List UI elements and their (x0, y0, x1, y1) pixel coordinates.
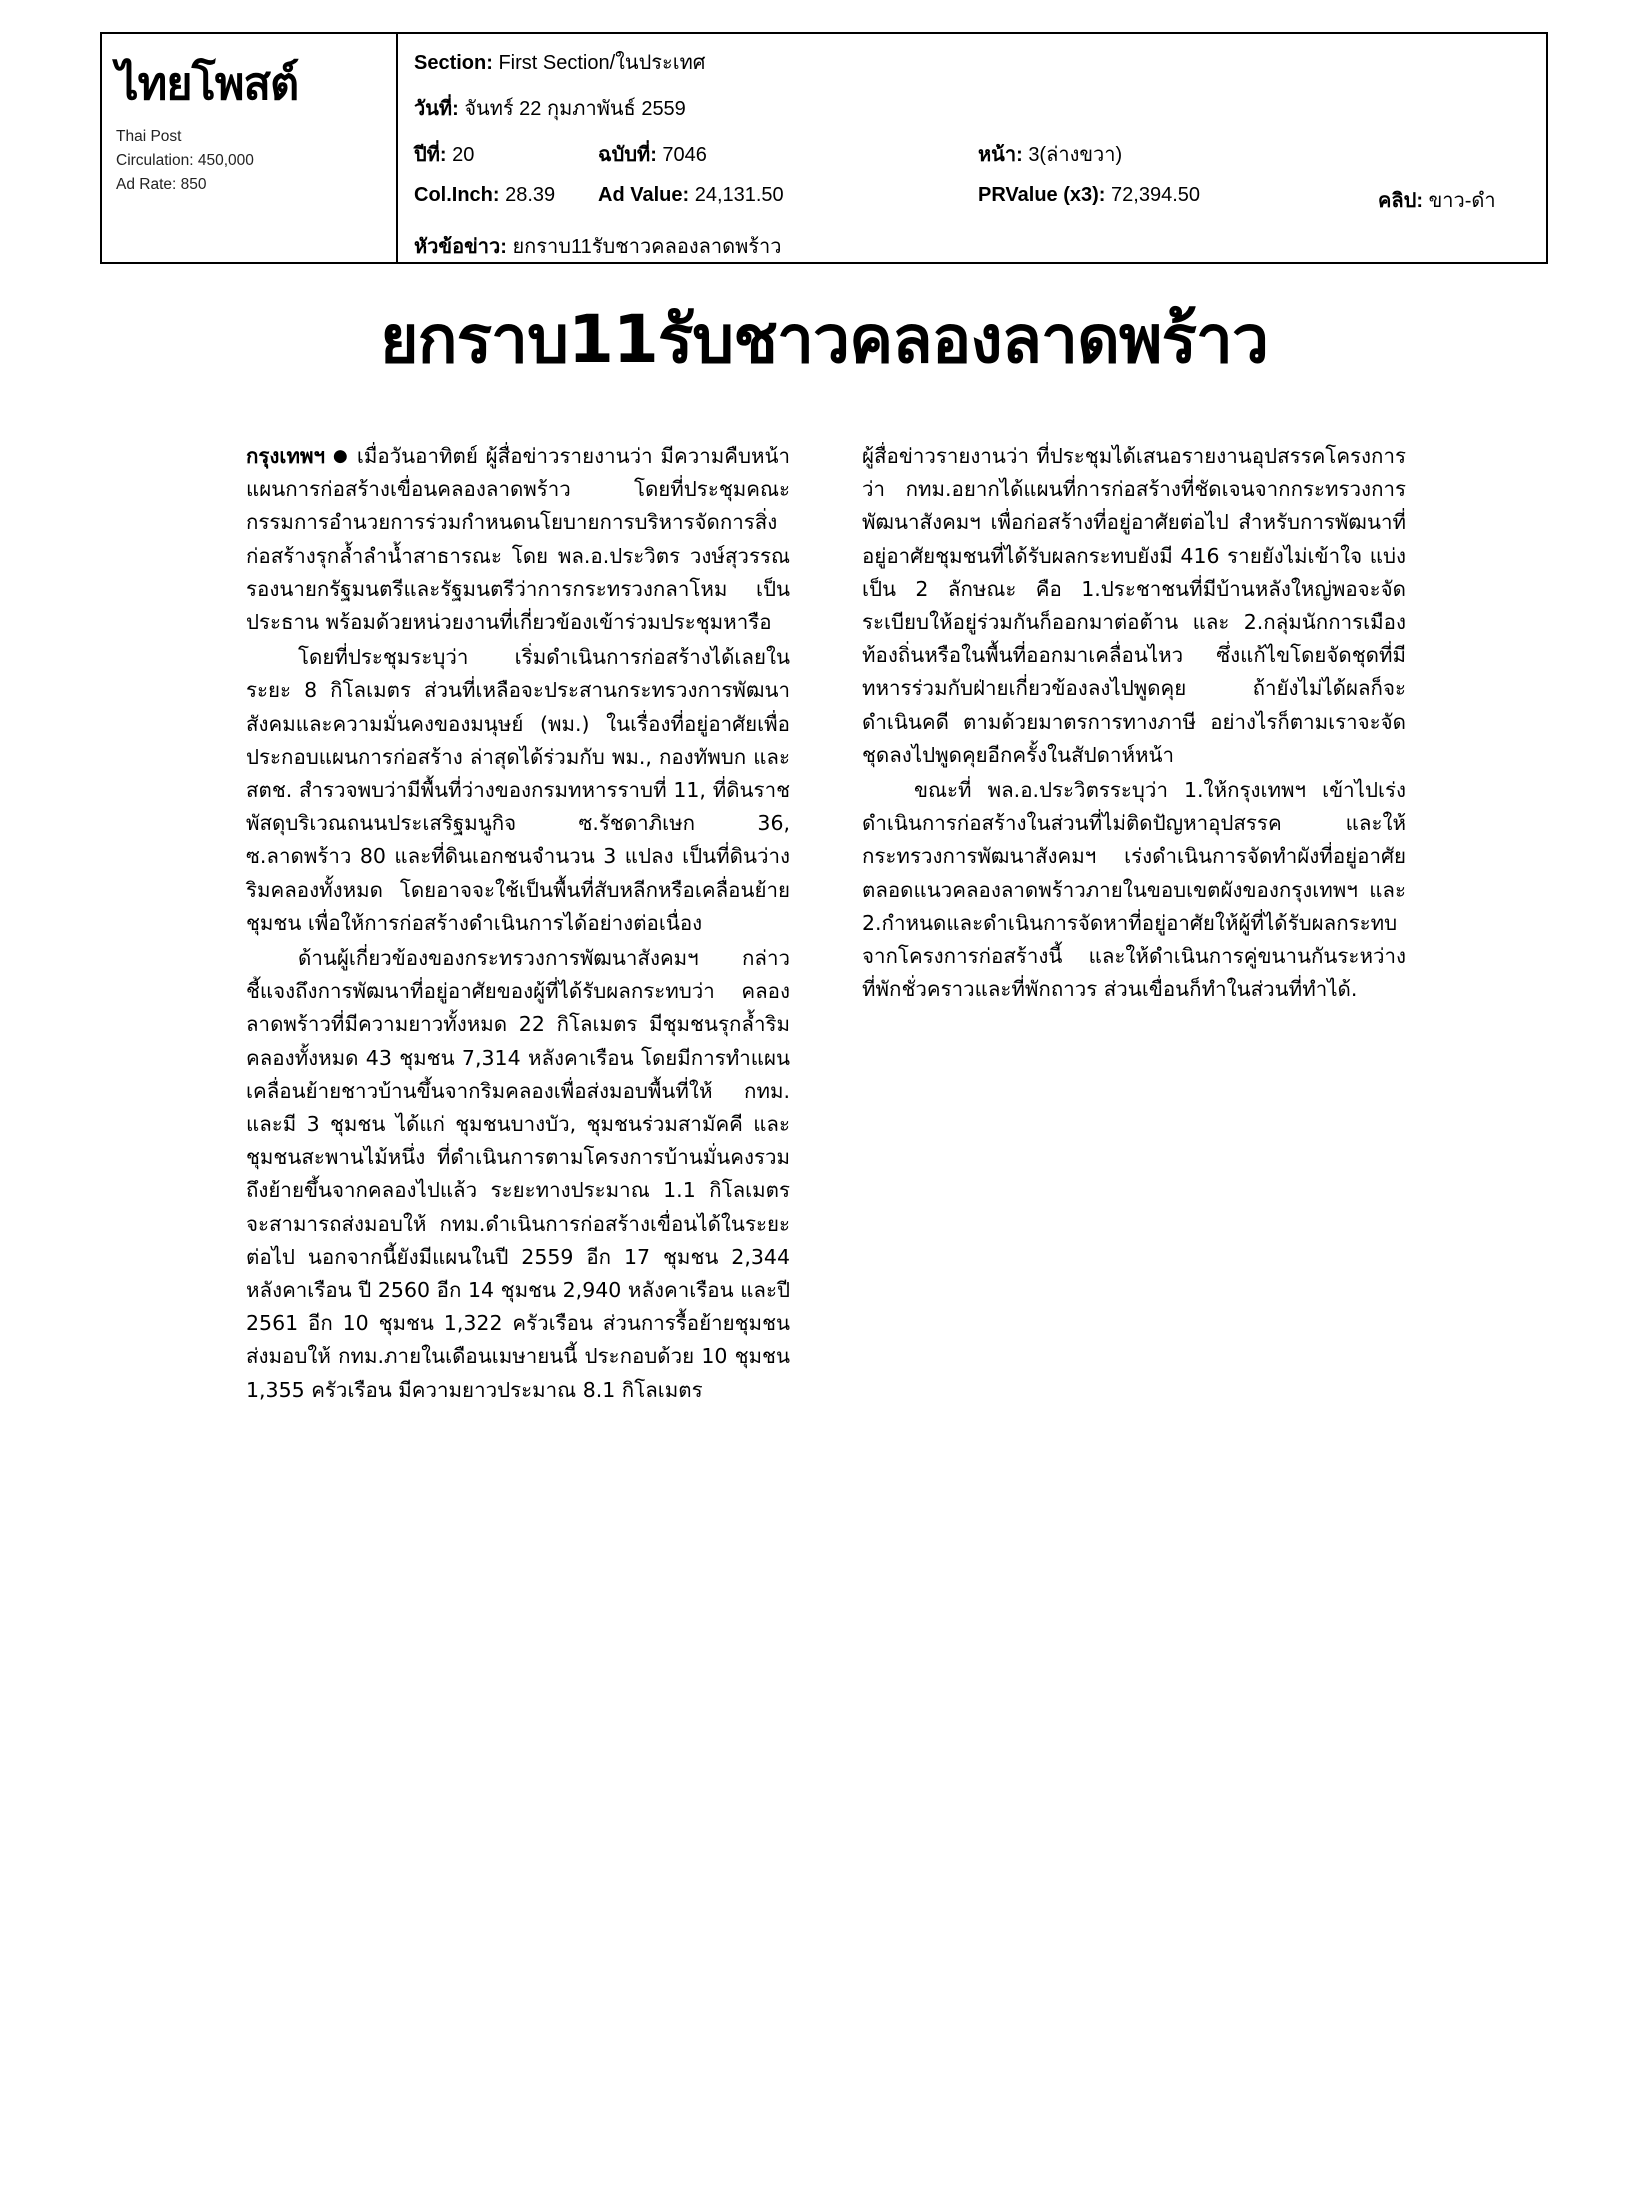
lead-paragraph (246, 440, 790, 639)
ad-rate-value: 850 (180, 176, 207, 194)
field-section (414, 46, 706, 78)
issue-label: ฉบับที่: (598, 144, 657, 166)
article-column-right (862, 440, 1406, 1409)
paragraph-2: โดยที่ประชุมระบุว่า เริ่มดำเนินการก่อสร้างได้เลยในระยะ 8 กิโลเมตร ส่วนที่เหลือจะประสานกระทรวงการพัฒนาสังคมและความมั่นคงของมนุษย์ (พม.) ในเรื่องที่อยู่อาศัยเพื่อประกอบแผนการก่อสร้าง ล่าสุดได้ร่วมกับ พม., กองทัพบก และ สตช. สำรวจพบว่ามีพื้นที่ว่างของกรมทหารราบที่ 11, ที่ดินราชพัสดุบริเวณถนนประเสริฐมนูกิจ ซ.รัชดาภิเษก 36, ซ.ลาดพร้าว 80 และที่ดินเอกชนจำนวน 3 แปลง เป็นที่ดินว่างริมคลองทั้งหมด โดยอาจจะใช้เป็นพื้นที่สับหลีกหรือเคลื่อนย้ายชุมชน เพื่อให้การก่อสร้างดำเนินการได้อย่างต่อเนื่อง (246, 645, 790, 935)
colinch-value: 28.39 (505, 184, 556, 206)
prvalue-value: 72,394.50 (1111, 184, 1201, 206)
circulation-label: Circulation: (116, 152, 194, 170)
clipping-header (100, 32, 1548, 264)
ad-rate-row (116, 173, 382, 197)
field-issue (598, 138, 707, 170)
publication-meta (116, 125, 382, 197)
colinch-label: Col.Inch: (414, 184, 500, 206)
circulation-value: 450,000 (197, 152, 254, 170)
clipping-fields (398, 34, 1546, 262)
circulation-row (116, 149, 382, 173)
date-label: วันที่: (414, 98, 459, 120)
article-headline: ยกราบ11รับชาวคลองลาดพร้าว (379, 301, 1269, 378)
field-prvalue (978, 184, 1200, 207)
publication-name-en: Thai Post (116, 128, 182, 146)
field-advalue (598, 184, 784, 207)
bullet-icon: ● (332, 446, 349, 466)
paragraph-4: ผู้สื่อข่าวรายงานว่า ที่ประชุมได้เสนอรายงานอุปสรรคโครงการว่า กทม.อยากได้แผนที่การก่อสร้างที่ชัดเจนจากกระทรวงการพัฒนาสังคมฯ เพื่อก่อสร้างที่อยู่อาศัยต่อไป สำหรับการพัฒนาที่อยู่อาศัยชุมชนที่ได้รับผลกระทบยังมี 416 รายยังไม่เข้าใจ แบ่งเป็น 2 ลักษณะ คือ 1.ประชาชนที่มีบ้านหลังใหญ่พอจะจัดระเบียบให้อยู่ร่วมกันก็ออกมาต่อต้าน และ 2.กลุ่มนักการเมืองท้องถิ่นหรือในพื้นที่ออกมาเคลื่อนไหว ซึ่งแก้ไขโดยจัดชุดที่มีทหารร่วมกับฝ่ายเกี่ยวข้องลงไปพูดคุย ถ้ายังไม่ได้ผลก็จะดำเนินคดี ตามด้วยมาตรการทางภาษี อย่างไรก็ตามเราจะจัดชุดลงไปพูดคุยอีกครั้งในสัปดาห์หน้า (862, 444, 1406, 767)
article-body (246, 440, 1406, 1409)
field-date (414, 92, 686, 124)
field-colinch (414, 184, 555, 207)
page-value: 3(ล่างขวา) (1028, 144, 1123, 166)
publication-logo: ไทยโพสต์ (116, 57, 299, 110)
clip-label: คลิป: (1378, 190, 1423, 212)
lead-text: เมื่อวันอาทิตย์ ผู้สื่อข่าวรายงานว่า มีความคืบหน้าแผนการก่อสร้างเขื่อนคลองลาดพร้าว โดยที่ประชุมคณะกรรมการอำนวยการร่วมกำหนดนโยบายการบริหารจัดการสิ่งก่อสร้างรุกล้ำลำน้ำสาธารณะ โดย พล.อ.ประวิตร วงษ์สุวรรณ รองนายกรัฐมนตรีและรัฐมนตรีว่าการกระทรวงกลาโหม เป็นประธาน พร้อมด้วยหน่วยงานที่เกี่ยวข้องเข้าร่วมประชุมหารือ (246, 444, 790, 635)
advalue-value: 24,131.50 (694, 184, 784, 206)
page-label: หน้า: (978, 144, 1023, 166)
ad-rate-label: Ad Rate: (116, 176, 177, 194)
headline-label: หัวข้อข่าว: (414, 236, 507, 258)
lead-dateline: กรุงเทพฯ (246, 444, 325, 468)
field-year (414, 138, 474, 170)
year-label: ปีที่: (414, 144, 447, 166)
prvalue-label: PRValue (x3): (978, 184, 1106, 206)
section-value: First Section/ในประเทศ (498, 52, 706, 74)
headline-value: ยกราบ11รับชาวคลองลาดพร้าว (512, 236, 782, 258)
year-value: 20 (452, 144, 475, 166)
date-value: จันทร์ 22 กุมภาพันธ์ 2559 (464, 98, 686, 120)
paragraph-5: ขณะที่ พล.อ.ประวิตรระบุว่า 1.ให้กรุงเทพฯ เข้าไปเร่งดำเนินการก่อสร้างในส่วนที่ไม่ติดปัญหาอุปสรรค และให้กระทรวงการพัฒนาสังคมฯ เร่งดำเนินการจัดทำผังที่อยู่อาศัยตลอดแนวคลองลาดพร้าวภายในขอบเขตผังของกรุงเทพฯ และ 2.กำหนดและดำเนินการจัดหาที่อยู่อาศัยให้ผู้ที่ได้รับผลกระทบจากโครงการก่อสร้างนี้ และให้ดำเนินการคู่ขนานกันระหว่างที่พักชั่วคราวและที่พักถาวร ส่วนเขื่อนก็ทำในส่วนที่ทำได้. (862, 778, 1406, 1002)
advalue-label: Ad Value: (598, 184, 690, 206)
clip-value: ขาว-ดำ (1428, 190, 1496, 212)
field-clip (1378, 184, 1496, 216)
masthead-block (102, 34, 398, 262)
field-page (978, 138, 1122, 170)
section-label: Section: (414, 52, 493, 74)
paragraph-3: ด้านผู้เกี่ยวข้องของกระทรวงการพัฒนาสังคมฯ กล่าวชี้แจงถึงการพัฒนาที่อยู่อาศัยของผู้ที่ได้รับผลกระทบว่า คลองลาดพร้าวที่มีความยาวทั้งหมด 22 กิโลเมตร มีชุมชนรุกล้ำริมคลองทั้งหมด 43 ชุมชน 7,314 หลังคาเรือน โดยมีการทำแผนเคลื่อนย้ายชาวบ้านขึ้นจากริมคลองเพื่อส่งมอบพื้นที่ให้ กทม. และมี 3 ชุมชน ได้แก่ ชุมชนบางบัว, ชุมชนร่วมสามัคคี และชุมชนสะพานไม้หนึ่ง ที่ดำเนินการตามโครงการบ้านมั่นคงรวมถึงย้ายขึ้นจากคลองไปแล้ว ระยะทางประมาณ 1.1 กิโลเมตร จะสามารถส่งมอบให้ กทม.ดำเนินการก่อสร้างเขื่อนได้ในระยะต่อไป นอกจากนี้ยังมีแผนในปี 2559 อีก 17 ชุมชน 2,344 หลังคาเรือน ปี 2560 อีก 14 ชุมชน 2,940 หลังคาเรือน และปี 2561 อีก 10 ชุมชน 1,322 ครัวเรือน ส่วนการรื้อย้ายชุมชนส่งมอบให้ กทม.ภายในเดือนเมษายนนี้ ประกอบด้วย 10 ชุมชน 1,355 ครัวเรือน มีความยาวประมาณ 8.1 กิโลเมตร (246, 946, 790, 1402)
field-headline (414, 230, 781, 262)
issue-value: 7046 (662, 144, 707, 166)
article-column-left (246, 440, 790, 1409)
